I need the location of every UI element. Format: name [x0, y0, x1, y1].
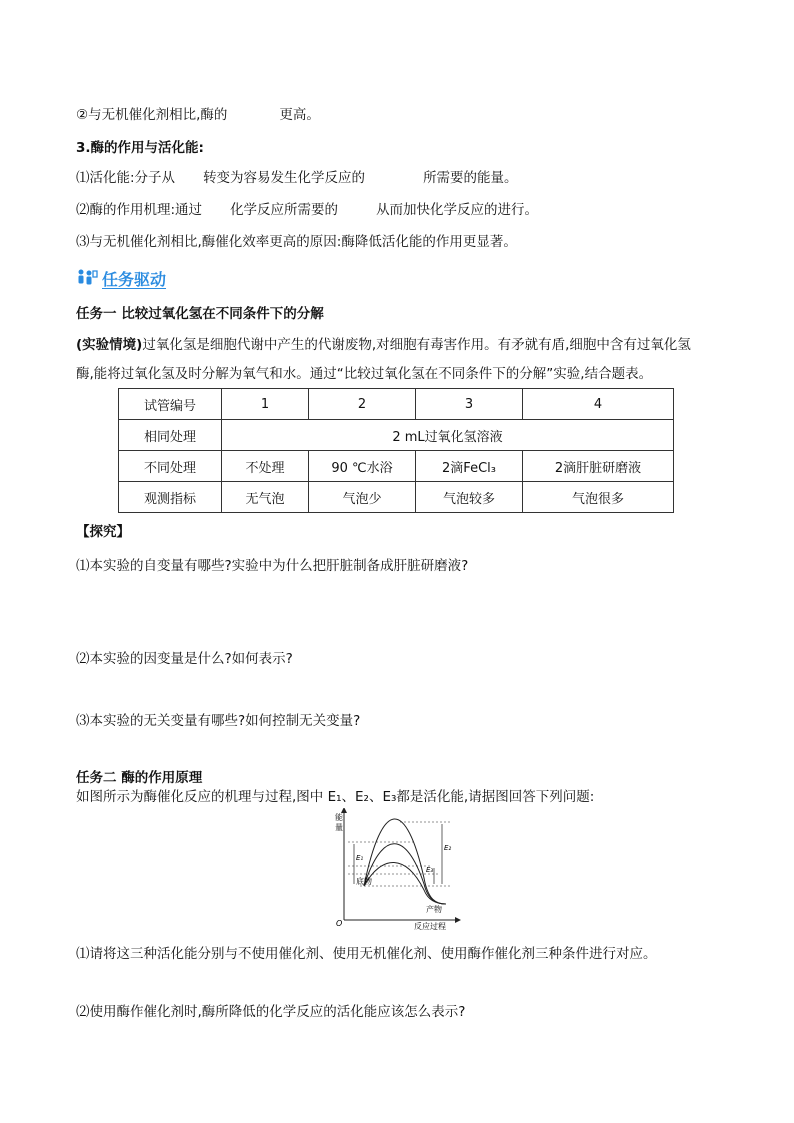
text: 化学反应所需要的: [230, 202, 339, 218]
task1-intro-line1: [76, 333, 691, 353]
y-label: 量: [335, 823, 343, 832]
task2-q1: ⑴请将这三种活化能分别与不使用催化剂、使用无机催化剂、使用酶作催化剂三种条件进行对应。: [76, 946, 657, 962]
text: ⑴活化能:分子从: [76, 170, 176, 186]
table-cell: 2 mL过氧化氢溶液: [222, 420, 674, 451]
task2-title: 任务二 酶的作用原理: [76, 770, 203, 786]
substrate-label: 底物: [356, 877, 372, 886]
task1-intro-line2: 酶,能将过氧化氢及时分解为氧气和水。通过“比较过氧化氢在不同条件下的分解”实验,结合题表。: [76, 366, 653, 382]
text: 从而加快化学反应的进行。: [376, 202, 539, 218]
e2-label: E₂: [444, 844, 452, 852]
table-row: [119, 482, 674, 513]
explore-title: 【探究】: [76, 524, 130, 540]
x-label: 反应过程: [414, 922, 446, 930]
table-cell: 4: [523, 389, 674, 420]
table-cell: 无气泡: [222, 482, 309, 513]
table-cell: 不处理: [222, 451, 309, 482]
table-row: [119, 451, 674, 482]
explore-q3: ⑶本实验的无关变量有哪些?如何控制无关变量?: [76, 713, 361, 729]
text: ②与无机催化剂相比,酶的: [76, 107, 228, 123]
e3-label: E₃: [426, 866, 434, 874]
product-label: 产物: [426, 905, 442, 914]
section-title-activation-energy: 3.酶的作用与活化能:: [76, 140, 204, 156]
activation-energy-diagram: [332, 808, 462, 930]
table-cell: 2: [309, 389, 416, 420]
table-cell: 2滴FeCl₃: [416, 451, 523, 482]
table-cell: 观测指标: [119, 482, 222, 513]
table-cell: 2滴肝脏研磨液: [523, 451, 674, 482]
table-cell: 试管编号: [119, 389, 222, 420]
text: 更高。: [279, 107, 320, 123]
table-cell: 气泡很多: [523, 482, 674, 513]
task2-intro: 如图所示为酶催化反应的机理与过程,图中 E₁、E₂、E₃都是活化能,请据图回答下列问题:: [76, 789, 595, 805]
line-activation-energy-def: [76, 166, 518, 186]
text: 转变为容易发生化学反应的: [203, 170, 366, 186]
table-row: [119, 389, 674, 420]
heading-label: 任务驱动: [102, 269, 167, 289]
table-cell: 气泡较多: [416, 482, 523, 513]
table-cell: 3: [416, 389, 523, 420]
line-efficiency-reason: ⑶与无机催化剂相比,酶催化效率更高的原因:酶降低活化能的作用更显著。: [76, 234, 517, 250]
task-drive-heading: [76, 266, 166, 290]
intro-tag: (实验情境): [76, 337, 143, 353]
task1-title: 任务一 比较过氧化氢在不同条件下的分解: [76, 306, 324, 322]
task2-q2: ⑵使用酶作催化剂时,酶所降低的化学反应的活化能应该怎么表示?: [76, 1004, 466, 1020]
curve-no-catalyst: [364, 819, 446, 904]
table-cell: 相同处理: [119, 420, 222, 451]
table-cell: 90 ℃水浴: [309, 451, 416, 482]
explore-q1: ⑴本实验的自变量有哪些?实验中为什么把肝脏制备成肝脏研磨液?: [76, 558, 469, 574]
table-row: [119, 420, 674, 451]
table-cell: 1: [222, 389, 309, 420]
experiment-table: [118, 388, 674, 513]
line-enzyme-mechanism: [76, 198, 538, 218]
table-cell: 不同处理: [119, 451, 222, 482]
people-icon: [76, 268, 98, 288]
text: 所需要的能量。: [423, 170, 518, 186]
origin-label: O: [336, 919, 343, 928]
explore-q2: ⑵本实验的因变量是什么?如何表示?: [76, 651, 293, 667]
text: 过氧化氢是细胞代谢中产生的代谢废物,对细胞有毒害作用。有矛就有盾,细胞中含有过氧化氢: [142, 337, 691, 353]
table-cell: 气泡少: [309, 482, 416, 513]
text: ⑵酶的作用机理:通过: [76, 202, 203, 218]
e1-label: E₁: [356, 854, 364, 862]
y-label: 能: [335, 813, 343, 822]
line-enzyme-comparison: [76, 103, 320, 123]
